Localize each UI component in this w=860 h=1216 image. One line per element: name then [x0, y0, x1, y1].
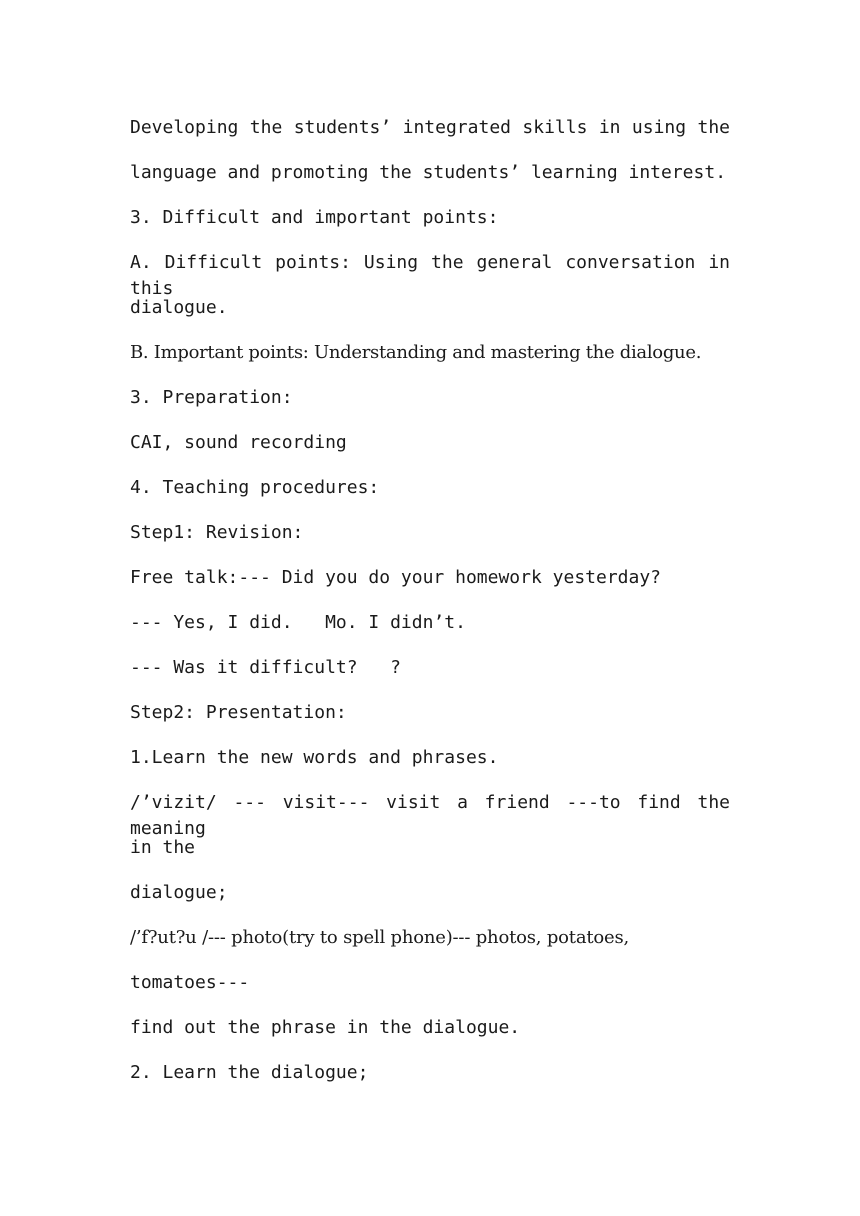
paragraph-line: language and promoting the students’ learning interest.: [130, 162, 727, 183]
list-item: 1.Learn the new words and phrases.: [130, 747, 499, 768]
paragraph-line: Developing the students’ integrated skills in using the: [130, 117, 730, 138]
paragraph-line: dialogue;: [130, 882, 228, 903]
paragraph-line: B. Important points: Understanding and mastering the dialogue.: [130, 342, 702, 363]
paragraph-line: find out the phrase in the dialogue.: [130, 1017, 521, 1038]
list-item: 2. Learn the dialogue;: [130, 1062, 369, 1083]
dialogue-line: --- Yes, I did. Mo. I didn’t.: [130, 612, 466, 633]
paragraph-line: A. Difficult points: Using the general conversation in this: [130, 252, 730, 299]
paragraph-line: dialogue.: [130, 297, 228, 318]
step-heading: Step2: Presentation:: [130, 702, 347, 723]
section-heading: 3. Difficult and important points:: [130, 207, 499, 228]
paragraph-line: /’vizit/ --- visit--- visit a friend ---to find the meaning: [130, 792, 730, 839]
section-heading: 3. Preparation:: [130, 387, 293, 408]
dialogue-line: --- Was it difficult? ?: [130, 657, 401, 678]
paragraph-line: tomatoes---: [130, 972, 250, 993]
paragraph-line: in the: [130, 837, 196, 858]
paragraph-line: /’f?ut?u /--- photo(try to spell phone)--- photos, potatoes,: [130, 927, 630, 948]
paragraph-line: CAI, sound recording: [130, 432, 347, 453]
section-heading: 4. Teaching procedures:: [130, 477, 380, 498]
dialogue-line: Free talk:--- Did you do your homework yesterday?: [130, 567, 662, 588]
step-heading: Step1: Revision:: [130, 522, 304, 543]
